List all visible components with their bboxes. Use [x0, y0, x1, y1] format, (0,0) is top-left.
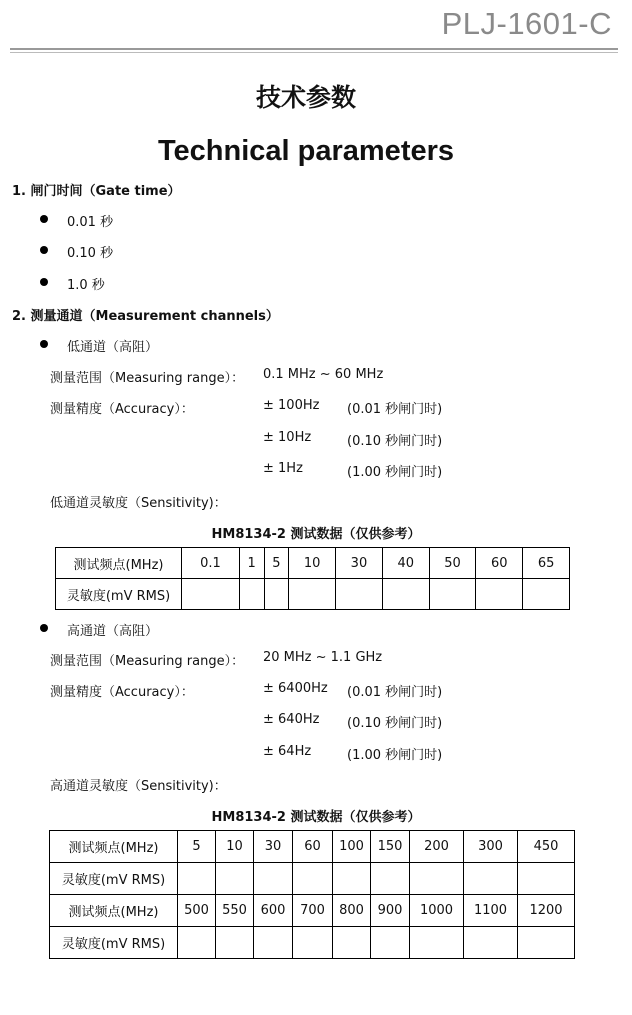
freq-cell: 800: [333, 895, 371, 927]
freq-cell: 65: [523, 548, 570, 579]
sensitivity-cell: [293, 863, 333, 895]
sensitivity-cell: [333, 927, 371, 959]
sensitivity-cell: [254, 863, 293, 895]
row-label: 测试频点(MHz): [56, 548, 182, 579]
high-accuracy-gate: (1.00 秒闸门时): [347, 748, 443, 763]
bullet-icon: [40, 246, 48, 254]
sensitivity-cell: [336, 579, 383, 610]
row-label: 灵敏度(mV RMS): [50, 863, 178, 895]
freq-cell: 500: [178, 895, 216, 927]
bullet-icon: [40, 340, 48, 348]
sensitivity-cell: [382, 579, 429, 610]
freq-cell: 600: [254, 895, 293, 927]
freq-cell: 5: [178, 831, 216, 863]
sensitivity-cell: [410, 863, 464, 895]
high-accuracy-value: ± 6400Hz: [263, 681, 328, 696]
freq-cell: 60: [293, 831, 333, 863]
freq-cell: 200: [410, 831, 464, 863]
row-label: 测试频点(MHz): [50, 831, 178, 863]
high-table-caption: HM8134-2 测试数据（仅供参考）: [211, 810, 421, 825]
freq-cell: 1100: [464, 895, 518, 927]
gate-item: 1.0 秒: [67, 278, 105, 293]
table-row: [50, 831, 575, 863]
sensitivity-cell: [476, 579, 523, 610]
freq-cell: 60: [476, 548, 523, 579]
row-label: 测试频点(MHz): [50, 895, 178, 927]
sensitivity-cell: [182, 579, 240, 610]
channels-heading: 2. 测量通道（Measurement channels）: [12, 309, 279, 324]
high-accuracy-gate: (0.10 秒闸门时): [347, 716, 443, 731]
sensitivity-cell: [216, 927, 254, 959]
freq-cell: 1: [239, 548, 264, 579]
model-number: PLJ-1601-C: [441, 6, 612, 41]
sensitivity-cell: [264, 579, 289, 610]
sensitivity-cell: [410, 927, 464, 959]
freq-cell: 10: [216, 831, 254, 863]
high-range-value: 20 MHz ~ 1.1 GHz: [263, 650, 383, 665]
sensitivity-cell: [293, 927, 333, 959]
freq-cell: 450: [518, 831, 575, 863]
low-sensitivity-table: [55, 547, 570, 610]
low-accuracy-gate: (0.01 秒闸门时): [347, 402, 443, 417]
low-accuracy-gate: (1.00 秒闸门时): [347, 465, 443, 480]
sensitivity-cell: [333, 863, 371, 895]
sensitivity-cell: [518, 927, 575, 959]
header-rule: [10, 48, 618, 50]
sensitivity-cell: [429, 579, 476, 610]
low-sensitivity-label: 低通道灵敏度（Sensitivity)：: [50, 496, 227, 511]
high-channel-name: 高通道（高阻）: [67, 624, 159, 639]
bullet-icon: [40, 624, 48, 632]
table-row: [50, 927, 575, 959]
freq-cell: 700: [293, 895, 333, 927]
row-label: 灵敏度(mV RMS): [50, 927, 178, 959]
freq-cell: 1200: [518, 895, 575, 927]
low-range-value: 0.1 MHz ~ 60 MHz: [263, 367, 384, 382]
freq-cell: 550: [216, 895, 254, 927]
table-row: [56, 548, 570, 579]
sensitivity-cell: [178, 927, 216, 959]
freq-cell: 1000: [410, 895, 464, 927]
low-accuracy-value: ± 10Hz: [263, 430, 312, 445]
gate-item: 0.01 秒: [67, 215, 114, 230]
bullet-icon: [40, 215, 48, 223]
sensitivity-cell: [178, 863, 216, 895]
low-accuracy-value: ± 1Hz: [263, 461, 303, 476]
sensitivity-cell: [371, 927, 410, 959]
high-sensitivity-label: 高通道灵敏度（Sensitivity)：: [50, 779, 227, 794]
low-accuracy-label: 测量精度（Accuracy）：: [50, 402, 194, 417]
high-accuracy-value: ± 640Hz: [263, 712, 320, 727]
high-sensitivity-table: [49, 830, 575, 959]
title-english: Technical parameters: [157, 135, 455, 167]
freq-cell: 5: [264, 548, 289, 579]
sensitivity-cell: [254, 927, 293, 959]
freq-cell: 100: [333, 831, 371, 863]
high-accuracy-label: 测量精度（Accuracy）：: [50, 685, 194, 700]
freq-cell: 30: [336, 548, 383, 579]
table-row: [50, 895, 575, 927]
sensitivity-cell: [216, 863, 254, 895]
sensitivity-cell: [289, 579, 336, 610]
sensitivity-cell: [464, 863, 518, 895]
low-accuracy-value: ± 100Hz: [263, 398, 320, 413]
sensitivity-cell: [371, 863, 410, 895]
freq-cell: 30: [254, 831, 293, 863]
sensitivity-cell: [239, 579, 264, 610]
row-label: 灵敏度(mV RMS): [56, 579, 182, 610]
freq-cell: 40: [382, 548, 429, 579]
sensitivity-cell: [523, 579, 570, 610]
freq-cell: 10: [289, 548, 336, 579]
sensitivity-cell: [518, 863, 575, 895]
table-row: [50, 863, 575, 895]
freq-cell: 900: [371, 895, 410, 927]
low-range-label: 测量范围（Measuring range）：: [50, 371, 245, 386]
freq-cell: 300: [464, 831, 518, 863]
freq-cell: 150: [371, 831, 410, 863]
high-accuracy-gate: (0.01 秒闸门时): [347, 685, 443, 700]
header-rule-thin: [10, 52, 618, 53]
title-chinese: 技术参数: [255, 83, 356, 112]
table-row: [56, 579, 570, 610]
low-channel-name: 低通道（高阻）: [67, 340, 159, 355]
sensitivity-cell: [464, 927, 518, 959]
gate-time-heading: 1. 闸门时间（Gate time）: [12, 184, 181, 199]
high-range-label: 测量范围（Measuring range）：: [50, 654, 245, 669]
freq-cell: 0.1: [182, 548, 240, 579]
low-table-caption: HM8134-2 测试数据（仅供参考）: [211, 527, 421, 542]
freq-cell: 50: [429, 548, 476, 579]
bullet-icon: [40, 278, 48, 286]
gate-item: 0.10 秒: [67, 246, 114, 261]
high-accuracy-value: ± 64Hz: [263, 744, 312, 759]
low-accuracy-gate: (0.10 秒闸门时): [347, 434, 443, 449]
